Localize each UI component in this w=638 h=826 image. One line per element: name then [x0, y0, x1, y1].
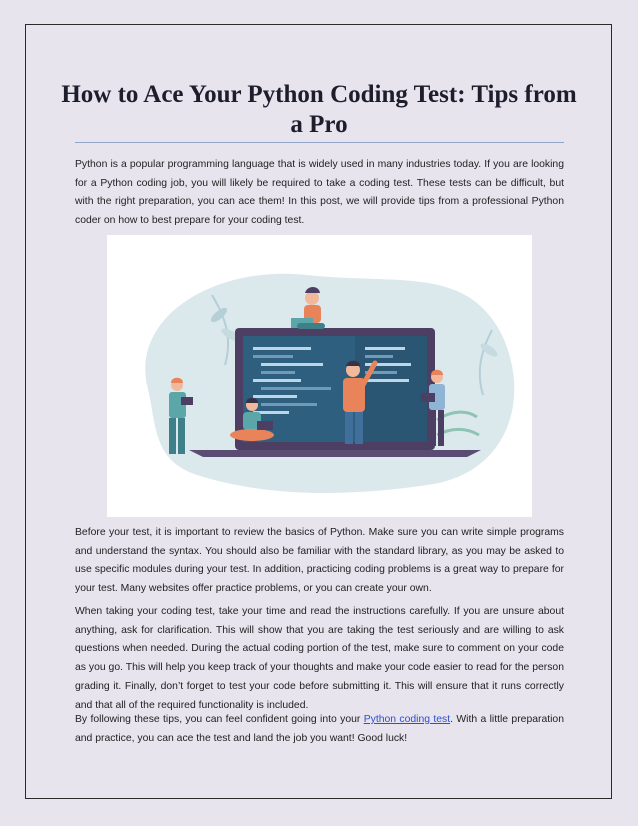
coding-team-illustration-icon: [107, 235, 532, 517]
intro-paragraph: Python is a popular programming language that is widely used in many industries today. If you are looking for a Python coding job, you will likely be required to take a coding test. These tests can be difficult, but with the right preparation, you can ace them! In this post, we will provide tips from a professional Python coder on how to best prepare for your coding test.: [75, 159, 564, 227]
python-coding-test-link[interactable]: Python coding test: [363, 714, 451, 725]
test-taking-paragraph: When taking your coding test, take your time and read the instructions carefully. If you are unsure about anything, ask for clarification. This will show that you are taking the test seriously and are willing to ask questions when needed. During the actual coding portion of the test, make sure to comment on your code as you go. This will help you keep track of your thoughts and make your code easier to read for the person grading it. Finally, don’t forget to test your code before submitting it. This will ensure that it runs correctly and that all of the required functionality is included.: [75, 606, 564, 711]
coding-illustration: [107, 235, 532, 517]
closing-text-start: By following these tips, you can feel confident going into your: [75, 714, 364, 725]
closing-text-end: . With a little preparation and practice, you can ace the test and land the job you want! Good luck!: [75, 714, 564, 744]
closing-paragraph: [75, 711, 564, 748]
basics-paragraph: Before your test, it is important to review the basics of Python. Make sure you can write simple programs and understand the syntax. You should also be familiar with the standard library, as you may be asked to use specific modules during your test. In addition, practicing coding problems is a great way to prepare for your test. Many websites offer practice problems, or you can create your own.: [75, 527, 564, 595]
title-divider: [75, 142, 564, 143]
article-title: How to Ace Your Python Coding Test: Tips from a Pro: [61, 81, 577, 138]
